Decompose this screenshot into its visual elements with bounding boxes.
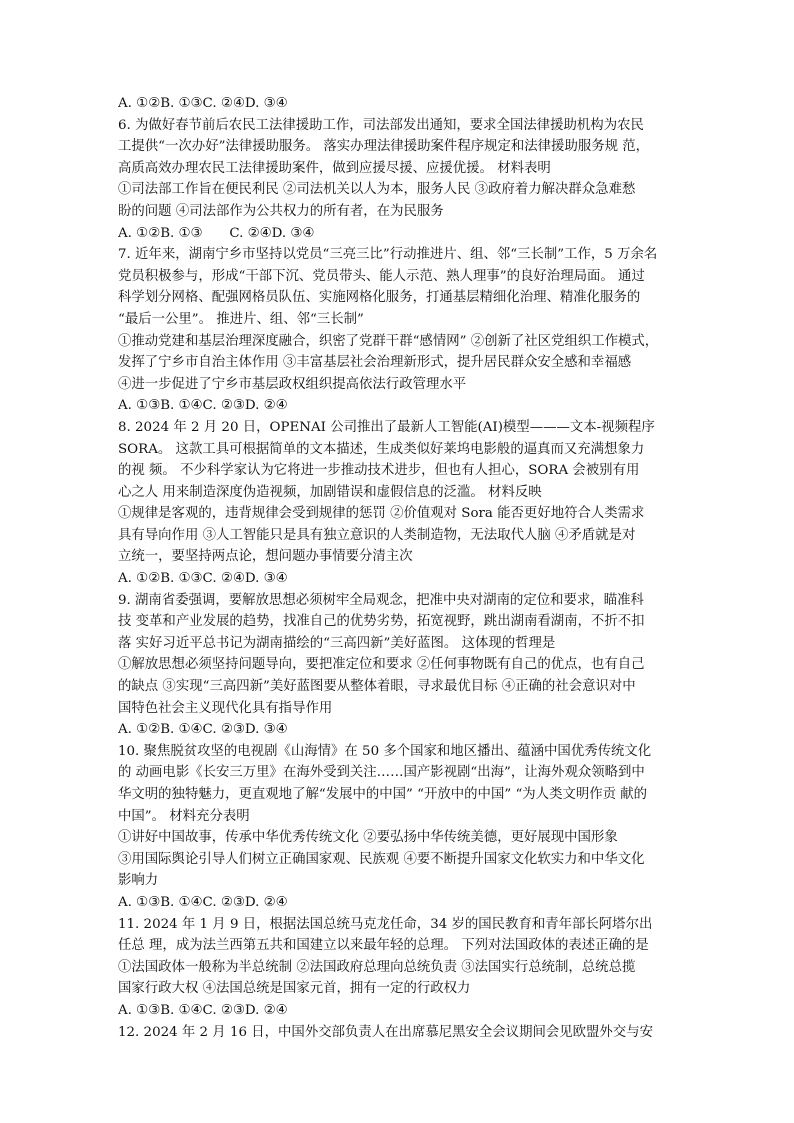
text-line: A. ①③B. ①④C. ②③D. ②④ bbox=[118, 1002, 288, 1018]
text-line: 科学划分网格、配强网格员队伍、实施网格化服务，打通基层精细化治理、精准化服务的 bbox=[118, 290, 641, 306]
text-line: 立统一，要坚持两点论，想问题办事情要分清主次 bbox=[118, 549, 413, 565]
text-line: A. ①②B. ①③C. ②④D. ③④ bbox=[118, 96, 288, 111]
text-line: 8. 2024 年 2 月 20 日，OPENAI 公司推出了最新人工智能(AI)模型———文本-视频程序 bbox=[118, 419, 655, 435]
text-line: 落 实好习近平总书记为湖南描绘的“三高四新”美好蓝图。 这体现的哲理是 bbox=[118, 635, 556, 651]
text-line: 任总 理，成为法兰西第五共和国建立以来最年轻的总理。 下列对法国政体的表述正确的是 bbox=[118, 938, 649, 954]
text-line: 技 变革和产业发展的趋势，找准自己的优势劣势，拓宽视野，跳出湖南看湖南，不折不扣 bbox=[118, 614, 645, 630]
text-line: 盼的问题 ④司法部作为公共权力的所有者，在为民服务 bbox=[118, 203, 444, 219]
text-line: 12. 2024 年 2 月 16 日，中国外交部负责人在出席慕尼黑安全会议期间会见欧盟外交与安 bbox=[118, 1024, 653, 1040]
text-line: ①解放思想必须坚持问题导向，要把准定位和要求 ②任何事物既有自己的优点，也有自己 bbox=[118, 657, 645, 673]
text-line: 高质高效办理农民工法律援助案件，做到应援尽援、应援优援。 材料表明 bbox=[118, 160, 551, 176]
text-line: 的缺点 ③实现“三高四新”美好蓝图要从整体着眼，寻求最优目标 ④正确的社会意识对中 bbox=[118, 679, 636, 695]
text-line: A. ①③B. ①④C. ②③D. ②④ bbox=[118, 398, 288, 414]
text-line: ①推动党建和基层治理深度融合，织密了党群干群“感情网” ②创新了社区党组织工作模式， bbox=[118, 333, 659, 349]
text-line: 9. 湖南省委强调，要解放思想必须树牢全局观念，把准中央对湖南的定位和要求，瞄准科 bbox=[118, 592, 644, 608]
text-line: 的视 频。 不少科学家认为它将进一步推动技术进步，但也有人担心，SORA 会被别有用 bbox=[118, 463, 640, 479]
text-line: A. ①②B. ①③C. ②④D. ③④ bbox=[118, 571, 288, 587]
text-line: 工提供“一次办好”法律援助服务。 落实办理法律援助案件程序规定和法律援助服务规 范， bbox=[118, 139, 650, 155]
text-line: “最后一公里”。 推进片、组、邻“三长制” bbox=[118, 311, 364, 327]
text-line: A. ①②B. ①④C. ②③D. ③④ bbox=[118, 722, 288, 738]
text-line: 党员积极参与，形成“干部下沉、党员带头、能人示范、熟人理事”的良好治理局面。 通过 bbox=[118, 268, 645, 284]
text-line: ①讲好中国故事，传承中华优秀传统文化 ②要弘扬中华传统美德，更好展现中国形象 bbox=[118, 830, 618, 846]
document-body bbox=[118, 93, 680, 1043]
text-line: A. ①②B. ①③ C. ②④D. ③④ bbox=[118, 225, 315, 241]
text-line: 中国”。 材料充分表明 bbox=[118, 808, 250, 824]
text-line: ①规律是客观的，违背规律会受到规律的惩罚 ②价值观对 Sora 能否更好地符合人类需求 bbox=[118, 506, 645, 522]
text-line: 10. 聚焦脱贫攻坚的电视剧《山海情》在 50 多个国家和地区播出、蕴涵中国优秀传统文化 bbox=[118, 743, 652, 759]
text-line: 心之人 用来制造深度伪造视频，加剧错误和虚假信息的泛滥。 材料反映 bbox=[118, 484, 542, 500]
text-line: 国家行政大权 ④法国总统是国家元首，拥有一定的行政权力 bbox=[118, 981, 471, 997]
text-line: SORA。 这款工具可根据简单的文本描述，生成类似好莱坞电影般的逼真而又充满想象力 bbox=[118, 441, 645, 457]
text-line: 的 动画电影《长安三万里》在海外受到关注……国产影视剧“出海”，让海外观众领略到中 bbox=[118, 765, 645, 781]
text-line: 发挥了宁乡市自治主体作用 ③丰富基层社会治理新形式，提升居民群众安全感和幸福感 bbox=[118, 355, 632, 371]
text-line: 影响力 bbox=[118, 873, 159, 889]
text-line: ④进一步促进了宁乡市基层政权组织提高依法行政管理水平 bbox=[118, 376, 467, 392]
text-line: 6. 为做好春节前后农民工法律援助工作，司法部发出通知，要求全国法律援助机构为农民 bbox=[118, 117, 644, 133]
text-line: 国特色社会主义现代化具有指导作用 bbox=[118, 700, 333, 716]
text-line: ③用国际舆论引导人们树立正确国家观、民族观 ④要不断提升国家文化软实力和中华文化 bbox=[118, 851, 645, 867]
text-line: ①法国政体一般称为半总统制 ②法国政府总理向总统负责 ③法国实行总统制，总统总揽 bbox=[118, 959, 636, 975]
text-line: 华文明的独特魅力，更直观地了解“发展中的中国” “开放中的中国” “为人类文明作贡 献的 bbox=[118, 787, 648, 802]
text-line: A. ①③B. ①④C. ②③D. ②④ bbox=[118, 894, 288, 910]
text-line: ①司法部工作旨在便民利民 ②司法机关以人为本，服务人民 ③政府着力解决群众急难愁 bbox=[118, 182, 636, 198]
text-line: 7. 近年来，湖南宁乡市坚持以党员“三亮三比”行动推进片、组、邻“三长制”工作，5 万余名 bbox=[118, 247, 658, 263]
text-line: 具有导向作用 ③人工智能只是具有独立意识的人类制造物，无法取代人脑 ④矛盾就是对 bbox=[118, 527, 636, 543]
text-line: 11. 2024 年 1 月 9 日，根据法国总统马克龙任命，34 岁的国民教育和青年部长阿塔尔出 bbox=[118, 916, 653, 932]
